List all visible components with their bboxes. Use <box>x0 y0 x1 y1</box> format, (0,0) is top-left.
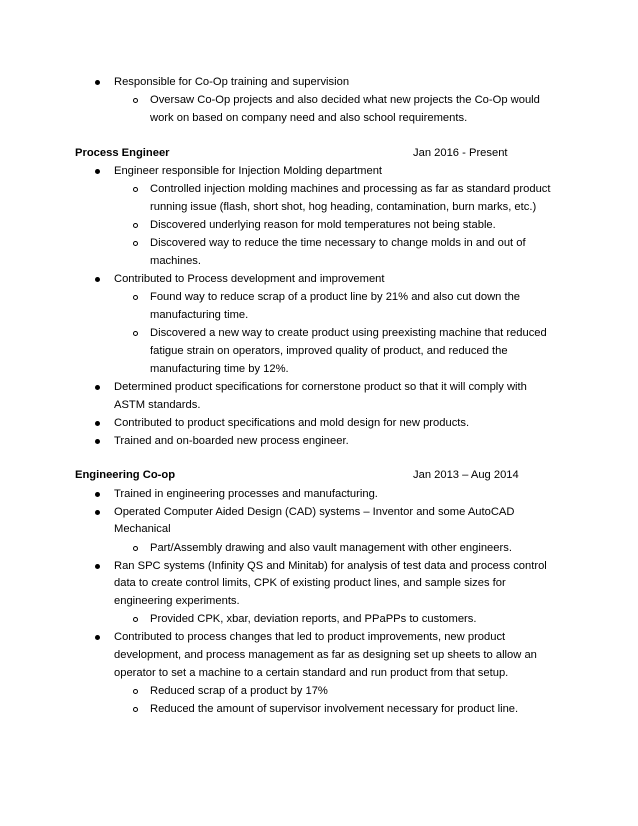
sub-bullet-marker <box>133 331 138 336</box>
sub-list-item: Controlled injection molding machines and processing as far as standard product <box>150 183 551 195</box>
sub-bullet-marker <box>133 295 138 300</box>
list-item-cont: development, and process management as far as designing set up sheets to allow an <box>114 649 537 661</box>
list-item-cont: operator to set a machine to a certain standard and run product from that setup. <box>114 667 509 679</box>
sub-list-item: Part/Assembly drawing and also vault management with other engineers. <box>150 542 512 554</box>
bullet-marker <box>95 510 100 515</box>
list-item: Trained and on-boarded new process engineer. <box>114 435 349 447</box>
sub-list-item: Reduced scrap of a product by 17% <box>150 685 328 697</box>
sub-bullet-marker <box>133 98 138 103</box>
list-item: Trained in engineering processes and manufacturing. <box>114 488 378 500</box>
job-dates: Jan 2013 – Aug 2014 <box>413 469 519 481</box>
bullet-marker <box>95 492 100 497</box>
sub-bullet-marker <box>133 223 138 228</box>
list-item: Ran SPC systems (Infinity QS and Minitab) for analysis of test data and process control <box>114 560 547 572</box>
list-item-cont: ASTM standards. <box>114 399 201 411</box>
sub-list-item-cont: manufacturing time. <box>150 309 249 321</box>
sub-list-item-cont: fatigue strain on operators, improved quality of product, and reduced the <box>150 345 508 357</box>
bullet-marker <box>95 421 100 426</box>
sub-list-item: Discovered a new way to create product using preexisting machine that reduced <box>150 327 547 339</box>
sub-bullet-marker <box>133 187 138 192</box>
list-item: Contributed to process changes that led to product improvements, new product <box>114 631 506 643</box>
sub-bullet-marker <box>133 241 138 246</box>
job-title: Engineering Co-op <box>75 469 176 481</box>
list-item: Contributed to product specifications and mold design for new products. <box>114 417 470 429</box>
sub-list-item-cont: work on based on company need and also school requirements. <box>150 112 468 124</box>
sub-bullet-marker <box>133 707 138 712</box>
bullet-marker <box>95 277 100 282</box>
list-item: Operated Computer Aided Design (CAD) systems – Inventor and some AutoCAD <box>114 506 515 518</box>
sub-list-item: Discovered underlying reason for mold temperatures not being stable. <box>150 219 496 231</box>
job-title: Process Engineer <box>75 147 170 159</box>
sub-bullet-marker <box>133 546 138 551</box>
sub-list-item-cont: machines. <box>150 255 201 267</box>
sub-list-item: Provided CPK, xbar, deviation reports, and PPaPPs to customers. <box>150 613 477 625</box>
sub-list-item: Reduced the amount of supervisor involvement necessary for product line. <box>150 703 519 715</box>
sub-list-item: Discovered way to reduce the time necessary to change molds in and out of <box>150 237 526 249</box>
sub-bullet-marker <box>133 617 138 622</box>
list-item-cont: Mechanical <box>114 523 171 535</box>
bullet-marker <box>95 635 100 640</box>
sub-list-item: Found way to reduce scrap of a product line by 21% and also cut down the <box>150 291 521 303</box>
sub-bullet-marker <box>133 689 138 694</box>
job-dates: Jan 2016 - Present <box>413 147 508 159</box>
bullet-marker <box>95 80 100 85</box>
bullet-marker <box>95 385 100 390</box>
list-item-cont: engineering experiments. <box>114 595 240 607</box>
sub-list-item-cont: manufacturing time by 12%. <box>150 363 289 375</box>
list-item-cont: data to create control limits, CPK of existing product lines, and sample sizes for <box>114 577 506 589</box>
list-item: Responsible for Co-Op training and supervision <box>114 76 350 88</box>
bullet-marker <box>95 439 100 444</box>
list-item: Determined product specifications for cornerstone product so that it will comply with <box>114 381 527 393</box>
sub-list-item: Oversaw Co-Op projects and also decided what new projects the Co-Op would <box>150 94 540 106</box>
list-item: Engineer responsible for Injection Molding department <box>114 165 383 177</box>
bullet-marker <box>95 564 100 569</box>
sub-list-item-cont: running issue (flash, short shot, hog heading, contamination, burn marks, etc.) <box>150 201 537 213</box>
list-item: Contributed to Process development and improvement <box>114 273 385 285</box>
bullet-marker <box>95 169 100 174</box>
